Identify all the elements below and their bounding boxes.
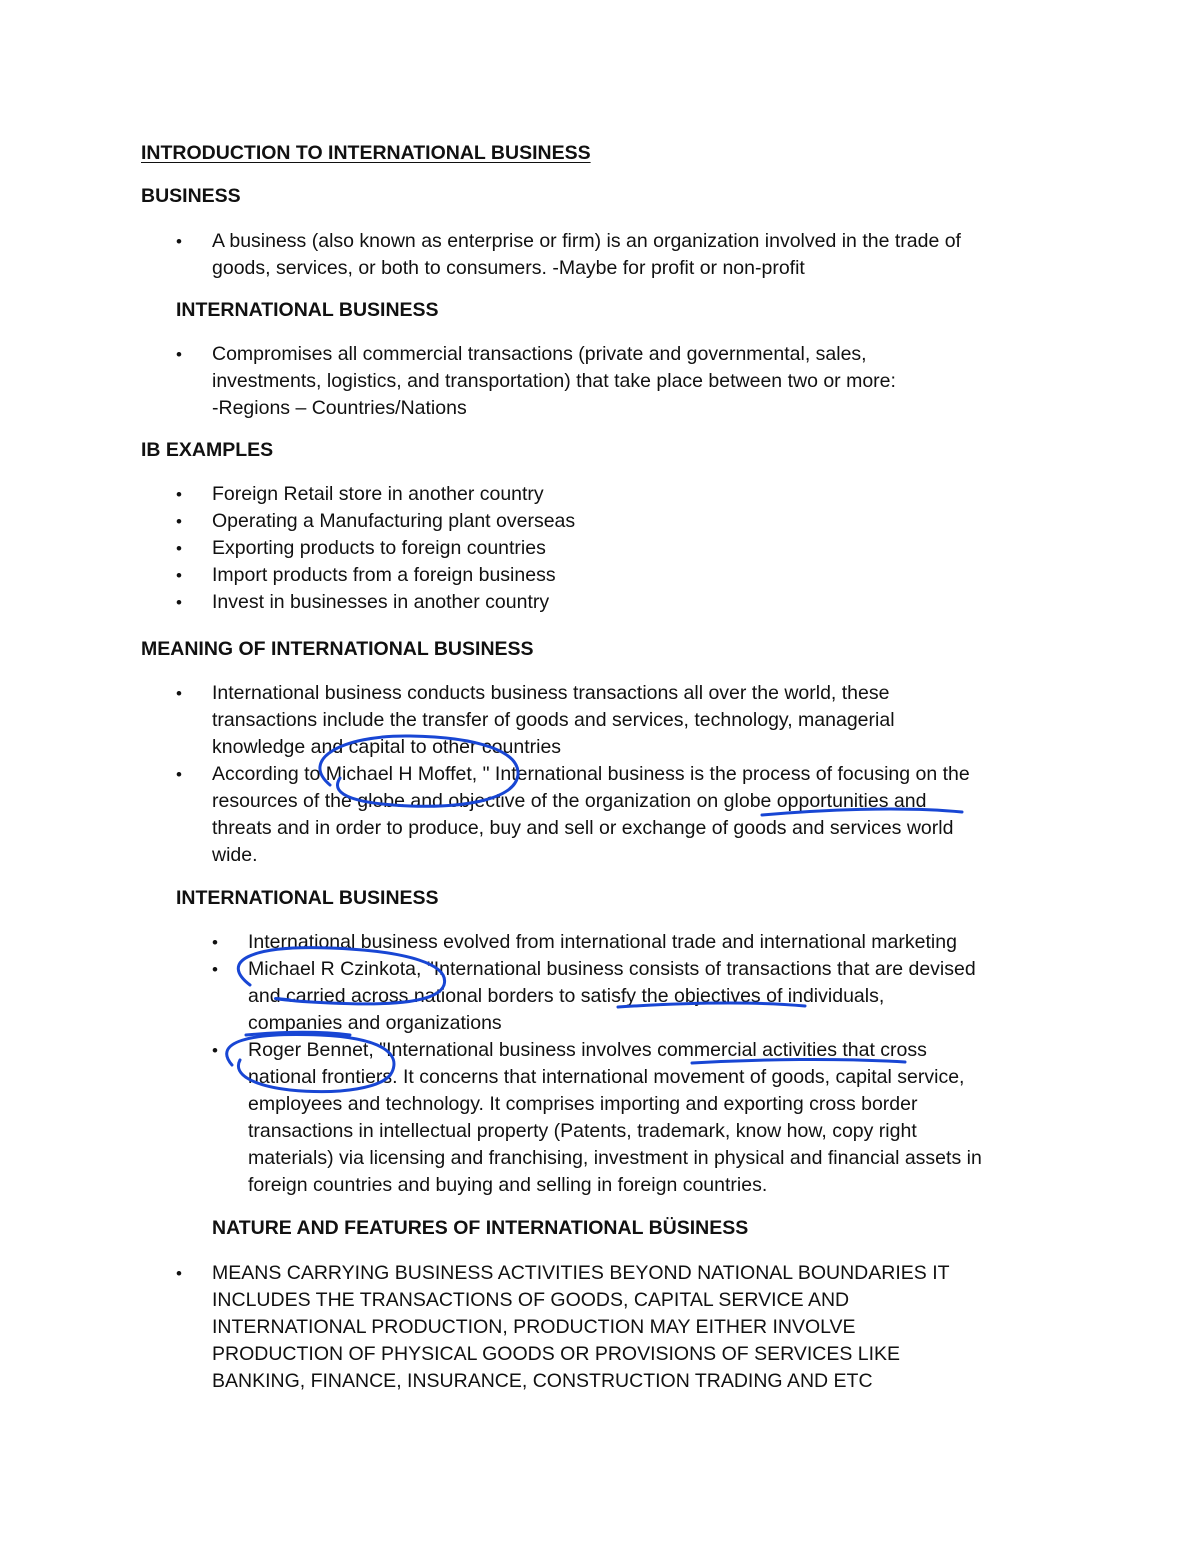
list-item: • Invest in businesses in another country <box>176 589 575 616</box>
list-item: • Michael R Czinkota, "International business consists of transactions that are devised and carried across national borders to satisfy the objectives of individuals, companies and organizations <box>212 956 982 1037</box>
international-business-2-list <box>212 929 982 1199</box>
list-item: • Compromises all commercial transactions (private and governmental, sales, investments, logistics, and transportation) that take place between two or more: -Regions – Countries/Nations <box>176 341 896 422</box>
business-list <box>176 228 961 282</box>
list-item: • Exporting products to foreign countries <box>176 535 575 562</box>
meaning-list <box>176 680 970 869</box>
section-heading-international-business: INTERNATIONAL BUSINESS <box>176 299 439 321</box>
list-item: • Operating a Manufacturing plant overseas <box>176 508 575 535</box>
list-item: • Roger Bennet, "International business involves commercial activities that cross national frontiers. It concerns that international movement of goods, capital service, employees and technology. It comprises importing and exporting cross border transactions in intellectual property (Patents, trademark, know how, copy right materials) via licensing and franchising, investment in physical and financial assets in foreign countries and buying and selling in foreign countries. <box>212 1037 982 1199</box>
section-heading-business: BUSINESS <box>141 185 241 207</box>
ib-examples-list <box>176 481 575 616</box>
section-heading-meaning: MEANING OF INTERNATIONAL BUSINESS <box>141 638 534 660</box>
list-item: • Foreign Retail store in another country <box>176 481 575 508</box>
list-item: • A business (also known as enterprise or firm) is an organization involved in the trade of goods, services, or both to consumers. -Maybe for profit or non-profit <box>176 228 961 282</box>
section-heading-international-business-2: INTERNATIONAL BUSINESS <box>176 887 439 909</box>
list-item: • According to Michael H Moffet, " International business is the process of focusing on the resources of the globe and objective of the organization on globe opportunities and threats and in order to produce, buy and sell or exchange of goods and services world wide. <box>176 761 970 869</box>
document-title: INTRODUCTION TO INTERNATIONAL BUSINESS <box>141 142 591 164</box>
section-heading-ib-examples: IB EXAMPLES <box>141 439 274 461</box>
section-heading-nature-features: NATURE AND FEATURES OF INTERNATIONAL BÜSINESS <box>212 1217 749 1239</box>
list-item: • International business conducts business transactions all over the world, these transactions include the transfer of goods and services, technology, managerial knowledge and capital to other countries <box>176 680 970 761</box>
international-business-list <box>176 341 896 422</box>
list-item: • Import products from a foreign business <box>176 562 575 589</box>
list-item: • MEANS CARRYING BUSINESS ACTIVITIES BEYOND NATIONAL BOUNDARIES IT INCLUDES THE TRANSACTIONS OF GOODS, CAPITAL SERVICE AND INTERNATIONAL PRODUCTION, PRODUCTION MAY EITHER INVOLVE PRODUCTION OF PHYSICAL GOODS OR PROVISIONS OF SERVICES LIKE BANKING, FINANCE, INSURANCE, CONSTRUCTION TRADING AND ETC <box>176 1260 950 1395</box>
nature-features-list <box>176 1260 950 1395</box>
list-item: • International business evolved from international trade and international marketing <box>212 929 982 956</box>
